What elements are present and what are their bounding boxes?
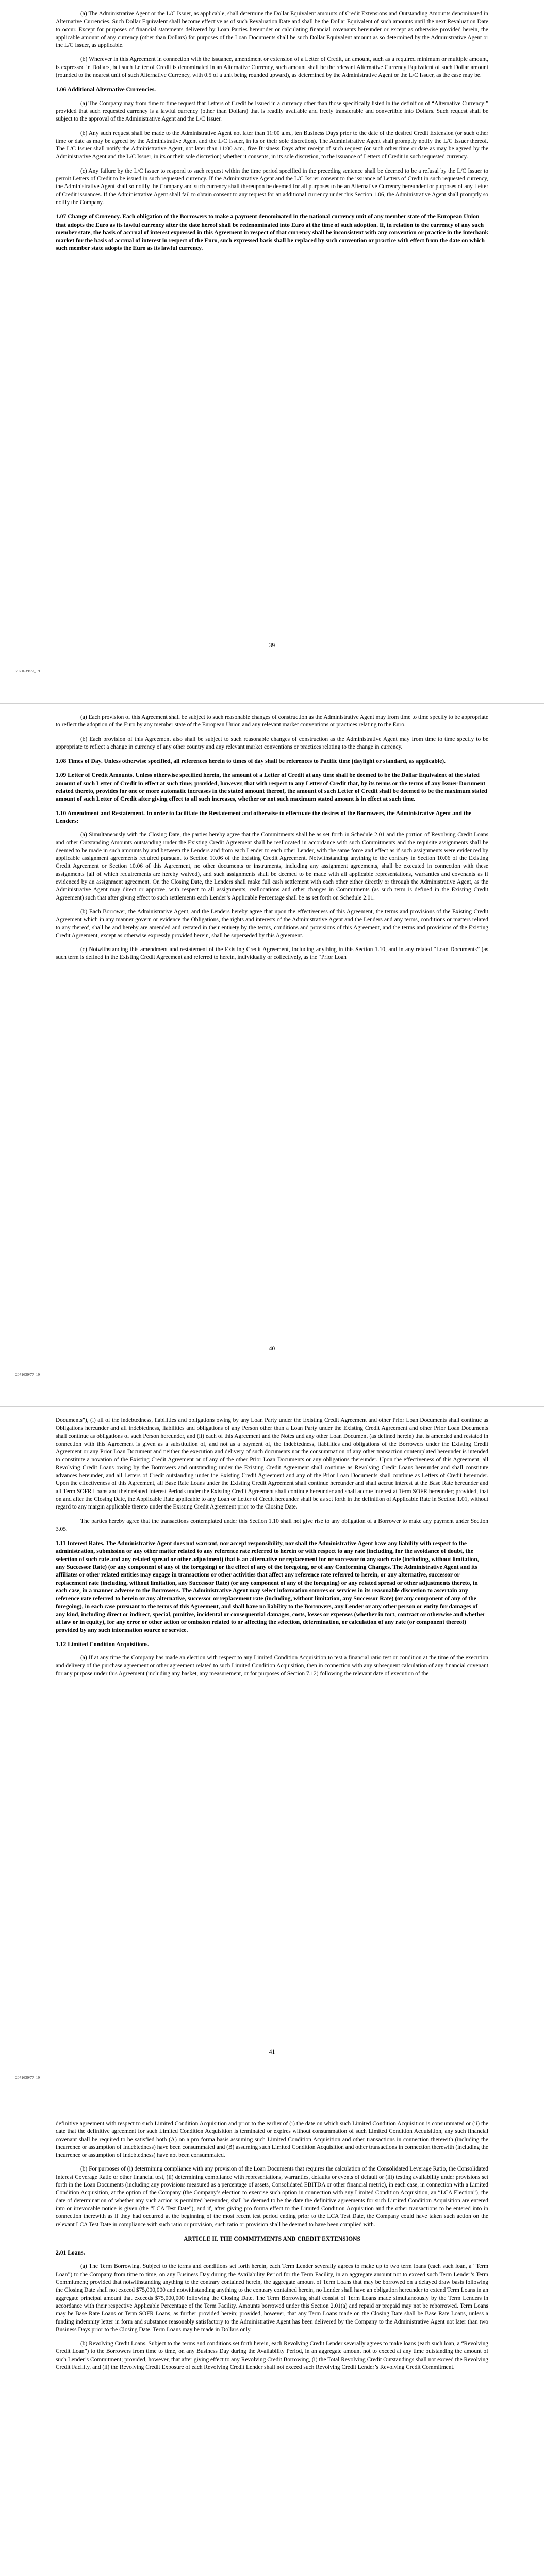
paragraph: (b) Each Borrower, the Administrative Agent, and the Lenders hereby agree that upon the effectiveness of this Agreement, the terms and provisions of the Existing Credit Agreement which in any manner govern or evidence the Obligations, the rights and interests of the Administrative Agent and the Lenders and any terms, conditions or matters related to any thereof, shall be and hereby are amended and restated in their entirety by the terms, conditions and provisions of this Agreement, and the terms and provisions of the Existing Credit Agreement, except as otherwise expressly provided herein, shall be superseded by this Agreement. bbox=[56, 908, 488, 939]
page-separator bbox=[0, 703, 544, 704]
page-number: 40 bbox=[269, 1346, 275, 1352]
page bbox=[0, 1406, 544, 2110]
paragraph: (c) Any failure by the L/C Issuer to respond to such request within the time period specified in the preceding sentence shall be deemed to be a refusal by the L/C Issuer to permit Letters of Credit to be issued in such requested currency. If the Administrative Agent and the L/C Issuer consent to the issuance of Letters of Credit in such requested currency, the Administrative Agent shall so notify the Company and such currency shall thereupon be deemed for all purposes to be an Alternative Currency hereunder for purposes of any Letter of Credit issuances. If the Administrative Agent shall fail to obtain consent to any request for an additional currency under this Section 1.06, the Administrative Agent shall promptly so notify the Company. bbox=[56, 167, 488, 206]
paragraph: (a) Each provision of this Agreement shall be subject to such reasonable changes of construction as the Administrative Agent may from time to time specify to be appropriate to reflect the adoption of the Euro by any member state of the European Union and any relevant market conventions or practices relating to the Euro. bbox=[56, 714, 488, 728]
paragraph: (a) The Company may from time to time request that Letters of Credit be issued in a currency other than those specifically listed in the definition of “Alternative Currency;” provided that such requested currency is a lawful currency (other than Dollars) that is readily available and freely transferable and convertible into Dollars. Such request shall be subject to the approval of the Administrative Agent and the L/C Issuer. bbox=[56, 100, 488, 123]
paragraph: (a) If at any time the Company has made an election with respect to any Limited Condition Acquisition to test a financial ratio test or condition at the time of the execution and delivery of the purchase agreement or other agreement related to such Limited Condition Acquisition, then in connection with any subsequent calculation of any financial covenant for any purpose under this Agreement (including any basket, any measurement, or for purposes of Section 7.12) following the relevant date of execution of the bbox=[56, 1655, 488, 1677]
page bbox=[0, 2110, 544, 2576]
paragraph: (b) For purposes of (i) determining compliance with any provision of the Loan Documents that requires the calculation of the Consolidated Leverage Ratio, the Consolidated Interest Coverage Ratio or other financial test, (ii) determining compliance with representations, warranties, defaults or events of default or (iii) testing availability under provisions set forth in the Loan Documents (including any provisions measured as a percentage of assets, Consolidated EBITDA or other financial metric), in each case, in connection with a Limited Condition Acquisition, at the option of the Company (the Company’s election to exercise such option in connection with any Limited Condition Acquisition, an “LCA Election”), the date of determination of whether any such action is permitted hereunder, shall be deemed to be the date the definitive agreements for such Limited Condition Acquisition are entered into or irrevocable notice is given (the “LCA Test Date”), and if, after giving pro forma effect to the Limited Condition Acquisition and the other transactions to be entered into in connection therewith as if they had occurred at the beginning of the most recent test period ending prior to the LCA Test Date, the Company could have taken such action on the relevant LCA Test Date in compliance with such ratio or provision, such ratio or provision shall be deemed to have been complied with. bbox=[56, 2166, 488, 2228]
paragraph: (a) The Term Borrowing. Subject to the terms and conditions set forth herein, each Term Lender severally agrees to make up to two term loans (each such loan, a “Term Loan”) to the Company from time to time, on any Business Day during the Availability Period for the Term Facility, in an aggregate amount not to exceed such Term Lender’s Term Commitment; provided that notwithstanding anything to the contrary contained herein, the aggregate amount of Term Loans that may be borrowed on a delayed draw basis following the Closing Date shall not exceed $75,000,000 and notwithstanding anything to the contrary contained herein, no Lender shall have an obligation hereunder to extend Term Loans in an aggregate principal amount that exceeds $75,000,000 following the Closing Date. The Term Borrowing shall consist of Term Loans made simultaneously by the Term Lenders in accordance with their respective Applicable Percentage of the Term Facility. Amounts borrowed under this Section 2.01(a) and repaid or prepaid may not be reborrowed. Term Loans may be Base Rate Loans or Term SOFR Loans, as further provided herein; provided, however, that any Term Loans made on the Closing Date shall be Base Rate Loans, unless a funding indemnity letter in form and substance reasonably satisfactory to the Administrative Agent has been delivered by the Company to the Administrative Agent not later than two Business Days prior to the Closing Date. Term Loans may be made in Dollars only. bbox=[56, 2263, 488, 2333]
paragraph: The parties hereby agree that the transactions contemplated under this Section 1.10 shall not give rise to any obligation of a Borrower to make any payment under Section 3.05. bbox=[56, 1518, 488, 1532]
section-heading: 1.12 Limited Condition Acquisitions. bbox=[56, 1640, 150, 1648]
section-heading: 1.08 Times of Day. Unless otherwise specified, all references herein to times of day shall be references to Pacific time (daylight or standard, as applicable). bbox=[56, 758, 446, 765]
page-number: 39 bbox=[269, 642, 275, 649]
paragraph: (c) Notwithstanding this amendment and restatement of the Existing Credit Agreement, including anything in this Section 1.10, and in any related “Loan Documents” (as such term is defined in the Existing Credit Agreement and referred to herein, individually or collectively, as the “Prior Loan bbox=[56, 946, 488, 961]
page bbox=[0, 0, 544, 703]
document-id: 2071639/77_19 bbox=[15, 669, 40, 673]
paragraph: Documents”), (i) all of the indebtedness, liabilities and obligations owing by any Loan Party under the Existing Credit Agreement and other Prior Loan Documents shall continue as Obligations hereunder and all indebtedness, liabilities and obligations of any Person other than a Loan Party under the Existing Credit Agreement and other Prior Loan Documents shall continue as obligations of such Person hereunder, and (ii) each of this Agreement and the Notes and any other Loan Document (as defined herein) that is amended and restated in connection with this Agreement is given as a substitution of, and not as a payment of, the indebtedness, liabilities and obligations of the Borrowers under the Existing Credit Agreement or any Prior Loan Document and neither the execution and delivery of such documents nor the consummation of any other transaction contemplated hereunder is intended to constitute a novation of the Existing Credit Agreement or of any of the other Prior Loan Documents or any obligations thereunder. Upon the effectiveness of this Agreement, all Revolving Credit Loans owing by the Borrowers and outstanding under the Existing Credit Agreement shall continue as Revolving Credit Loans hereunder and shall constitute advances hereunder, and all Letters of Credit outstanding under the Existing Credit Agreement and any of the Prior Loan Documents shall continue as Letters of Credit hereunder. Upon the effectiveness of this Agreement, all Base Rate Loans under the Existing Credit Agreement shall continue hereunder and shall accrue interest at the Base Rate hereunder and all Term SOFR Loans and their related Interest Periods under the Existing Credit Agreement shall continue hereunder and shall accrue interest at Term SOFR hereunder; provided, that on and after the Closing Date, the Applicable Rate applicable to any Loan or Letter of Credit hereunder shall be as set forth in the definition of Applicable Rate in Section 1.01, without regard to any margin applicable thereto under the Existing Credit Agreement prior to the Closing Date. bbox=[56, 1417, 488, 1511]
section-heading: 1.11 Interest Rates. The Administrative Agent does not warrant, nor accept responsibility, nor shall the Administrative Agent have any liability with respect to the administration, submission or any other matter related to any reference rate referred to herein or with respect to any rate (including, for the avoidance of doubt, the selection of such rate and any related spread or other adjustment) that is an alternative or replacement for or successor to any such rate (including, without limitation, any Successor Rate) (or any component of any of the foregoing) or the effect of any of the foregoing, or of any Conforming Changes. The Administrative Agent and its affiliates or other related entities may engage in transactions or other activities that affect any reference rate referred to herein, or any alternative, successor or replacement rate (including, without limitation, any Successor Rate) (or any component of any of the foregoing) or any related spread or other adjustments thereto, in each case, in a manner adverse to the Borrowers. The Administrative Agent may select information sources or services in its reasonable discretion to ascertain any reference rate referred to herein or any alternative, successor or replacement rate (including, without limitation, any Successor Rate) (or any component of any of the foregoing), in each case pursuant to the terms of this Agreement, and shall have no liability to the Borrowers, any Lender or any other person or entity for damages of any kind, including direct or indirect, special, punitive, incidental or consequential damages, costs, losses or expenses (whether in tort, contract or otherwise and whether at law or in equity), for any error or other action or omission related to or affecting the selection, determination, or calculation of any rate (or component thereof) provided by any such information source or service. bbox=[56, 1540, 486, 1634]
paragraph: (a) The Administrative Agent or the L/C Issuer, as applicable, shall determine the Dollar Equivalent amounts of Credit Extensions and Outstanding Amounts denominated in Alternative Currencies. Such Dollar Equivalent shall become effective as of such Revaluation Date and shall be the Dollar Equivalent of such amounts until the next Revaluation Date to occur. Except for purposes of financial statements delivered by Loan Parties hereunder or calculating financial covenants hereunder or except as otherwise provided herein, the applicable amount of any currency (other than Dollars) for purposes of the Loan Documents shall be such Dollar Equivalent amount as so determined by the Administrative Agent or the L/C Issuer, as applicable. bbox=[56, 11, 488, 49]
page bbox=[0, 703, 544, 1406]
page-number: 41 bbox=[269, 2049, 275, 2055]
section-heading: 1.06 Additional Alternative Currencies. bbox=[56, 86, 156, 93]
page-separator bbox=[0, 1406, 544, 1407]
document-id: 2071639/77_19 bbox=[15, 1372, 40, 1377]
paragraph: (a) Simultaneously with the Closing Date, the parties hereby agree that the Commitments shall be as set forth in Schedule 2.01 and the portion of Revolving Credit Loans and other Outstanding Amounts outstanding under the Existing Credit Agreement shall be reallocated in accordance with such Commitments and the requisite assignments shall be deemed to be made in such amounts by and between the Lenders and from each Lender to each other Lender, with the same force and effect as if such assignments were evidenced by applicable assignment agreements required pursuant to Section 10.06 of the Existing Credit Agreement. Notwithstanding anything to the contrary in Section 10.06 of the Existing Credit Agreement or Section 10.06 of this Agreement, no other documents or instruments, including any assignment agreements, shall be executed in connection with these assignments (all of which requirements are hereby waived), and such assignments shall be deemed to be made with all applicable representations, warranties and covenants as if evidenced by an assignment agreement. On the Closing Date, the Lenders shall make full cash settlement with each other either directly or through the Administrative Agent, as the Administrative Agent may direct or approve, with respect to all assignments, reallocations and other changes in Commitments (as such term is defined in the Existing Credit Agreement) such that after giving effect to such settlements each Lender’s Applicable Percentage shall be as set forth on Schedule 2.01. bbox=[56, 832, 488, 901]
paragraph: (b) Each provision of this Agreement also shall be subject to such reasonable changes of construction as the Administrative Agent may from time to time specify to be appropriate to reflect a change in currency of any other country and any relevant market conventions or practices relating to the change in currency. bbox=[56, 736, 488, 750]
section-heading: 1.10 Amendment and Restatement. In order to facilitate the Restatement and otherwise to effectuate the desires of the Borrowers, the Administrative Agent and the Lenders: bbox=[56, 809, 472, 824]
section-heading: 1.09 Letter of Credit Amounts. Unless otherwise specified herein, the amount of a Letter of Credit at any time shall be deemed to be the Dollar Equivalent of the stated amount of such Letter of Credit in effect at such time; provided, however, that with respect to any Letter of Credit that, by its terms or the terms of any Issuer Document related thereto, provides for one or more automatic increases in the stated amount thereof, the amount of such Letter of Credit shall be deemed to be the maximum stated amount of such Letter of Credit after giving effect to all such increases, whether or not such maximum stated amount is in effect at such time. bbox=[56, 772, 488, 803]
paragraph: definitive agreement with respect to such Limited Condition Acquisition and prior to the earlier of (i) the date on which such Limited Condition Acquisition is consummated or (ii) the date that the definitive agreement for such Limited Condition Acquisition is terminated or expires without consummation of such Limited Condition Acquisition, any such financial covenant shall be required to be satisfied both (A) on a pro forma basis assuming such Limited Condition Acquisition and other transactions in connection therewith (including the incurrence or assumption of Indebtedness) have been consummated and (B) assuming such Limited Condition Acquisition and other transactions in connection therewith (including the incurrence or assumption of Indebtedness) have not been consummated. bbox=[56, 2121, 488, 2159]
paragraph: (b) Any such request shall be made to the Administrative Agent not later than 11:00 a.m., ten Business Days prior to the date of the desired Credit Extension (or such other time or date as may be agreed by the Administrative Agent and the L/C Issuer, in its or their sole discretion). The Administrative Agent shall promptly notify the L/C Issuer thereof. The L/C Issuer shall notify the Administrative Agent, not later than 11:00 a.m., five Business Days after receipt of such request (or such other time or date as may be agreed by the Administrative Agent and the L/C Issuer, in its or their sole discretion) whether it consents, in its sole discretion, to the issuance of Letters of Credit in such requested currency. bbox=[56, 130, 488, 160]
section-heading: 1.07 Change of Currency. Each obligation of the Borrowers to make a payment denominated in the national currency unit of any member state of the European Union that adopts the Euro as its lawful currency after the date hereof shall be redenominated into Euro at the time of such adoption. If, in relation to the currency of any such member state, the basis of accrual of interest expressed in this Agreement in respect of that currency shall be inconsistent with any convention or practice in the interbank market for the basis of accrual of interest in respect of the Euro, such expressed basis shall be replaced by such convention or practice with effect from the date on which such member state adopts the Euro as its lawful currency. bbox=[56, 213, 488, 252]
article-heading: ARTICLE II. THE COMMITMENTS AND CREDIT EXTENSIONS bbox=[184, 2235, 360, 2242]
paragraph: (b) Wherever in this Agreement in connection with the issuance, amendment or extension of a Letter of Credit, an amount, such as a required minimum or multiple amount, is expressed in Dollars, but such Letter of Credit is denominated in an Alternative Currency, such amount shall be the relevant Alternative Currency Equivalent of such Dollar amount (rounded to the nearest unit of such Alternative Currency, with 0.5 of a unit being rounded upward), as determined by the Administrative Agent or the L/C Issuer, as the case may be. bbox=[56, 56, 488, 79]
paragraph: (b) Revolving Credit Loans. Subject to the terms and conditions set forth herein, each Revolving Credit Lender severally agrees to make loans (each such loan, a “Revolving Credit Loan”) to the Borrowers from time to time, on any Business Day during the Availability Period, in an aggregate amount not to exceed at any time outstanding the amount of such Lender’s Commitment; provided, however, that after giving effect to any Revolving Credit Borrowing, (i) the Total Revolving Credit Outstandings shall not exceed the Revolving Credit Facility, and (ii) the Revolving Credit Exposure of each Revolving Credit Lender shall not exceed such Revolving Credit Lender’s Revolving Credit Commitment. bbox=[56, 2341, 488, 2371]
document-id: 2071639/77_19 bbox=[15, 2075, 40, 2080]
section-heading: 2.01 Loans. bbox=[56, 2249, 85, 2257]
